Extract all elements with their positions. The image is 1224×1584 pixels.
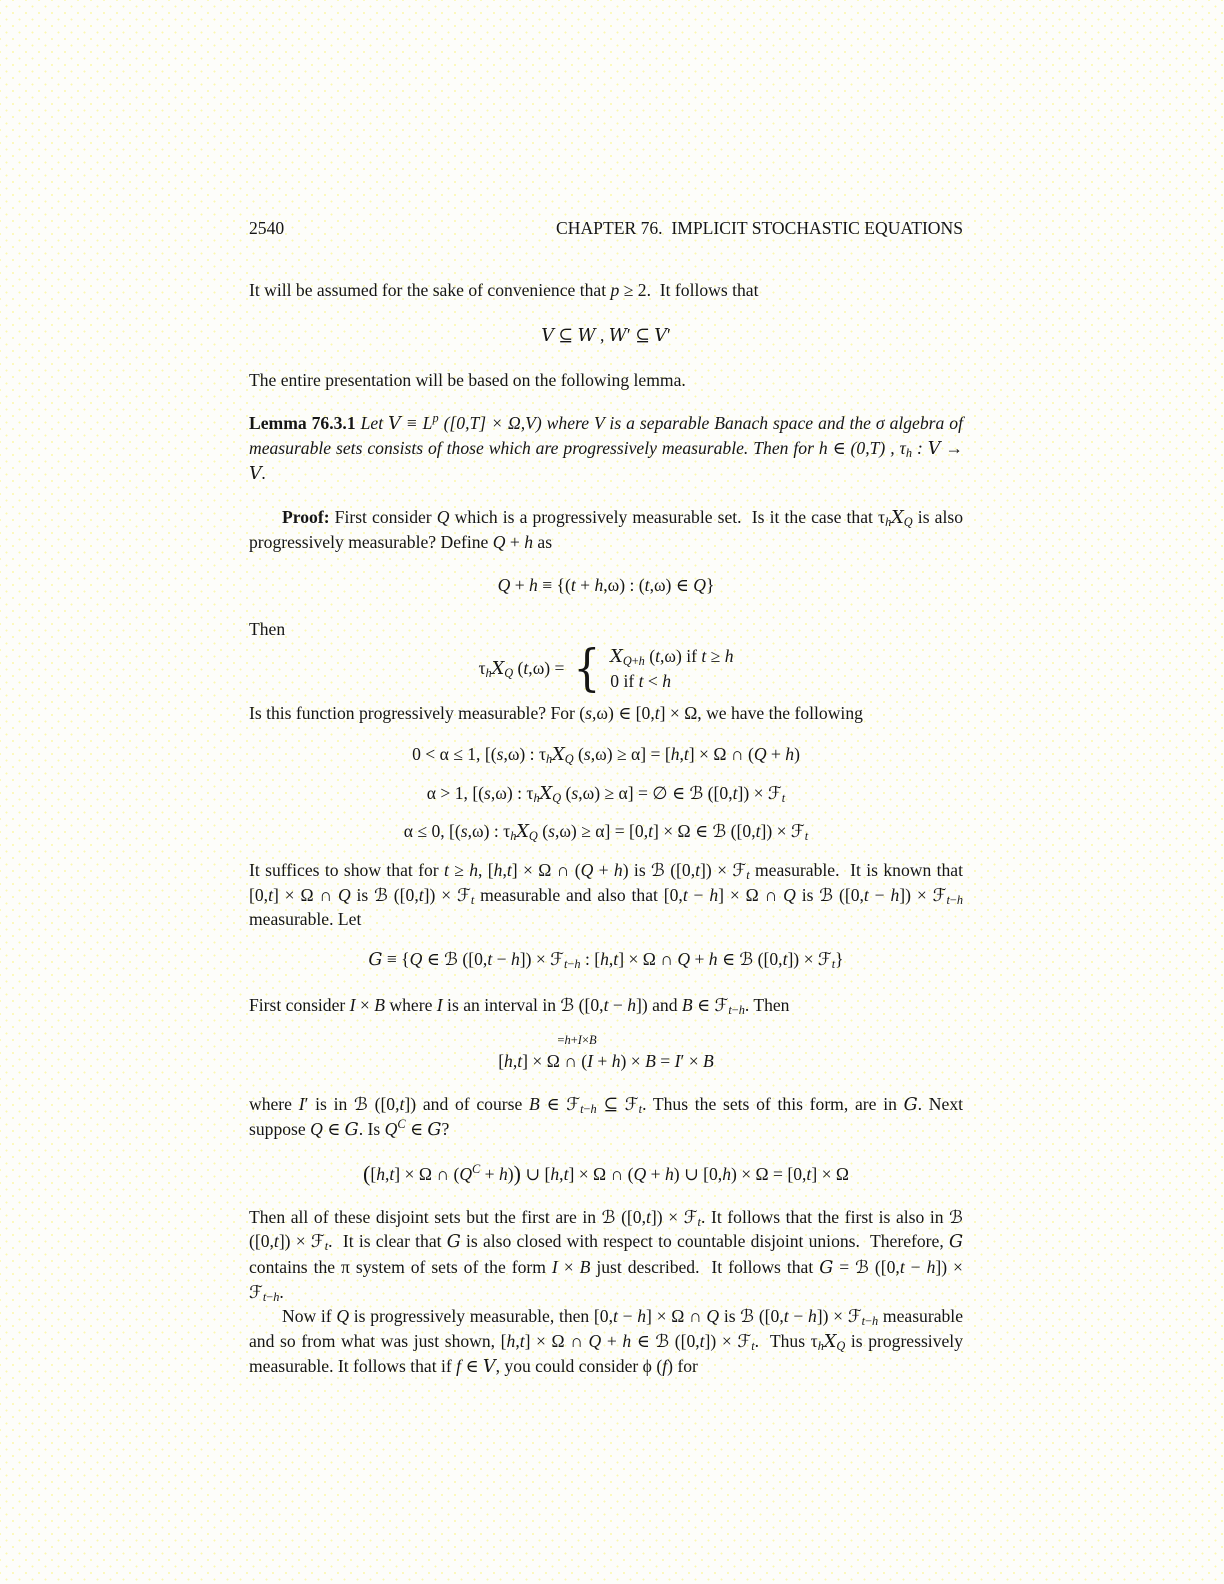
paragraph-proof-start: Proof: First consider Q which is a progressively measurable set. Is it the case that $\tau_hX_Q$ is also progressively measurable? Define Q + h as bbox=[249, 506, 963, 553]
paragraph-then-all: Then all of these disjoint sets but the first are in ℬ ([0,t]) × ℱ$_t$. It follows that the first is also in ℬ ([0,t]) × ℱ$_t$. It is clear that G is also closed with respect to countable disjoint unions. Therefore, G contains the π system of sets of the form I × B just described. It follows that G = ℬ ([0,t − h]) × ℱ$_{t-h}$. bbox=[249, 1206, 963, 1305]
paragraph-suffices: It suffices to show that for t ≥ h, [h,t] × Ω ∩ (Q + h) is ℬ ([0,t]) × ℱ$_t$ measurable. It is known that [0,t] × Ω ∩ Q is ℬ ([0,t]) × ℱ$_t$ measurable and also that [0,t − h] × Ω ∩ Q is ℬ ([0,t − h]) × ℱ$_{t-h}$ measurable. Let bbox=[249, 860, 963, 929]
equation-script-g: G ≡ {Q ∈ ℬ ([0,t − h]) × ℱ$_{t-h}$ : [h,t] × Ω ∩ Q + h ∈ ℬ ([0,t]) × ℱ$_t$} bbox=[368, 949, 844, 972]
paragraph-intro: It will be assumed for the sake of convenience that p ≥ 2. It follows that bbox=[249, 280, 759, 301]
overset-label: =h+I×B bbox=[557, 1033, 597, 1048]
equation-i-times-b bbox=[249, 1033, 963, 1073]
equation-space-inclusions: V ⊆ W , W′ ⊆ V′ bbox=[541, 324, 671, 346]
page-header bbox=[249, 216, 963, 240]
equation-rhs: = I′ × B bbox=[660, 1051, 714, 1072]
equation-lhs: [h,t] × Ω ∩ (I + h) × B bbox=[498, 1051, 656, 1072]
cases-brace: { bbox=[573, 639, 601, 698]
cases-line-2: 0 if t < h bbox=[610, 670, 672, 691]
paragraph-then: Then bbox=[249, 619, 286, 640]
cases-lhs: $\tau_hX_Q$ (t,ω) = bbox=[478, 657, 565, 680]
paragraph-is-this-function: Is this function progressively measurable? For (s,ω) ∈ [0,t] × Ω, we have the following bbox=[249, 703, 863, 724]
equation-cases bbox=[249, 639, 963, 698]
paragraph-first-consider: First consider I × B where I is an interval in ℬ ([0,t − h]) and B ∈ ℱ$_{t-h}$. Then bbox=[249, 994, 790, 1017]
cases-line-1: $X_{Q+h}$ (t,ω) if t ≥ h bbox=[610, 645, 734, 669]
equation-lhs-with-overset bbox=[498, 1033, 656, 1073]
cases-column bbox=[610, 644, 733, 693]
lemma-76-3-1: Lemma 76.3.1 Let $V \equiv L^p$ ([0,T] × Ω,V) where V is a separable Banach space and the σ algebra of measurable sets consists of those which are progressively measurable. Then for h ∈ (0,T) , $\tau_h$ : V → V. bbox=[249, 410, 963, 485]
paragraph-presentation: The entire presentation will be based on the following lemma. bbox=[249, 370, 686, 391]
equation-alpha-2: α > 1, [(s,ω) : $\tau_hX_Q$ (s,ω) ≥ α] = ∅ ∈ ℬ ([0,t]) × ℱ$_t$ bbox=[426, 783, 786, 806]
chapter-header: CHAPTER 76. IMPLICIT STOCHASTIC EQUATIONS bbox=[556, 218, 963, 238]
paragraph-where: where I′ is in ℬ ([0,t]) and of course B ∈ ℱ$_{t-h}$ ⊆ ℱ$_t$. Thus the sets of this form, are in G. Next suppose Q ∈ G. Is $Q^C$ ∈ G? bbox=[249, 1093, 963, 1140]
page-number: 2540 bbox=[249, 218, 285, 238]
equation-alpha-3: α ≤ 0, [(s,ω) : $\tau_hX_Q$ (s,ω) ≥ α] = [0,t] × Ω ∈ ℬ ([0,t]) × ℱ$_t$ bbox=[403, 820, 809, 843]
paragraph-now-if-q: Now if Q is progressively measurable, then [0,t − h] × Ω ∩ Q is ℬ ([0,t − h]) × ℱ$_{t-h}$ measurable and so from what was just shown, [h,t] × Ω ∩ Q + h ∈ ℬ ([0,t]) × ℱ$_t$. Thus $\tau_hX_Q$ is progressively measurable. It follows that if f ∈ V, you could consider ϕ (f) for bbox=[249, 1306, 963, 1378]
page-content bbox=[249, 216, 963, 1380]
equation-disjoint-union: ([h,t] × Ω ∩ $(Q^C + h)$) ∪ [h,t] × Ω ∩ (Q + h) ∪ [0,h) × Ω = [0,t] × Ω bbox=[363, 1161, 849, 1187]
equation-alpha-1: 0 < α ≤ 1, [(s,ω) : $\tau_hX_Q$ (s,ω) ≥ α] = [h,t] × Ω ∩ (Q + h) bbox=[412, 743, 800, 766]
equation-q-plus-h: Q + h ≡ {(t + h,ω) : (t,ω) ∈ Q} bbox=[497, 574, 715, 595]
